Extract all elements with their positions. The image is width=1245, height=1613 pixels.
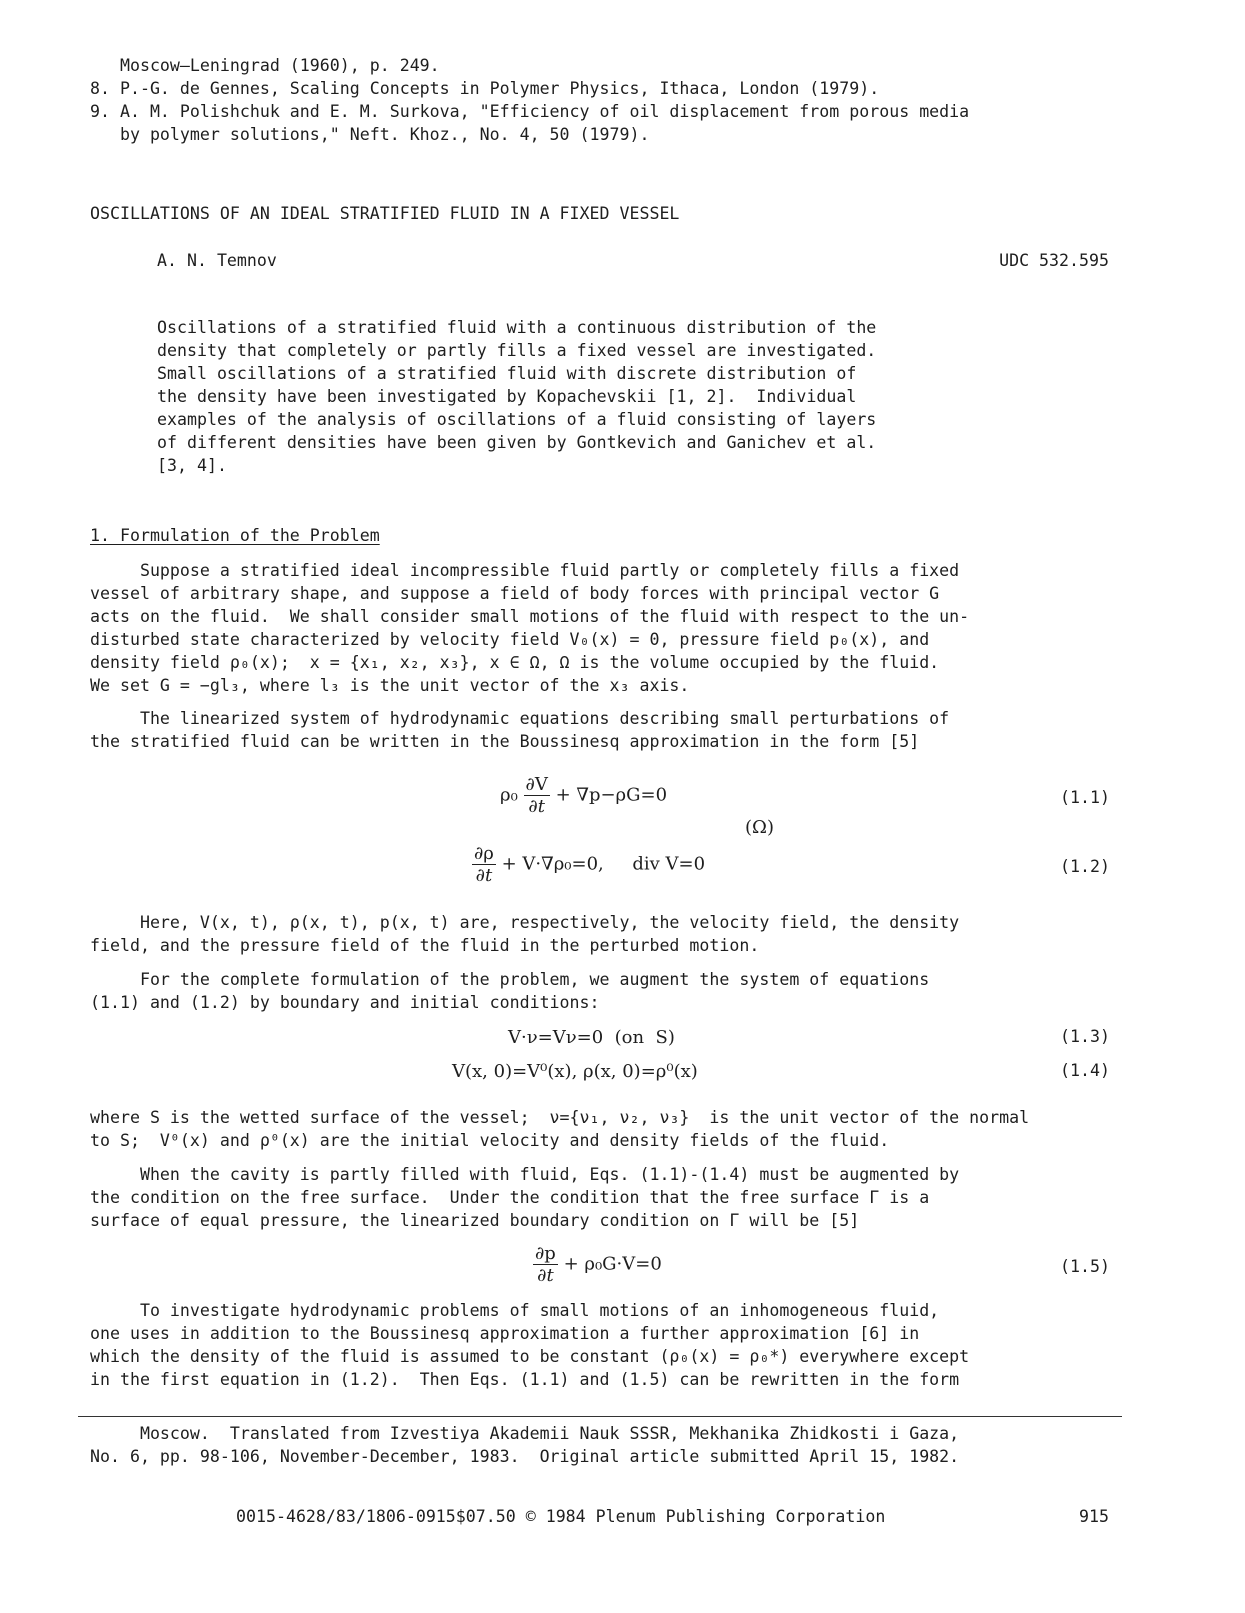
- abstract-line: of different densities have been given by Gontkevich and Ganichev et al.: [157, 433, 877, 452]
- abstract-line: examples of the analysis of oscillations of a fluid consisting of layers: [157, 410, 877, 429]
- eq-denominator: ∂t: [475, 865, 493, 886]
- abstract-line: the density have been investigated by Kopachevskii [1, 2]. Individual: [157, 387, 857, 406]
- publisher-line: 0015-4628/83/1806-0915$07.50 © 1984 Plenum Publishing Corporation: [236, 1507, 886, 1526]
- paragraph-line: one uses in addition to the Boussinesq approximation a further approximation [6] in: [90, 1324, 920, 1343]
- eq-rest: + ∇p−ρG=0: [549, 784, 668, 806]
- equation-number: (1.5): [1060, 1257, 1110, 1276]
- equation-number: (1.2): [1060, 857, 1110, 876]
- paragraph-line: the stratified fluid can be written in the Boussinesq approximation in the form [5]: [90, 732, 920, 751]
- paragraph-line: vessel of arbitrary shape, and suppose a field of body forces with principal vector G: [90, 584, 940, 603]
- paragraph-line: field, and the pressure field of the fluid in the perturbed motion.: [90, 936, 760, 955]
- paragraph-line: We set G = −gl₃, where l₃ is the unit vector of the x₃ axis.: [90, 676, 690, 695]
- equation-1-1: [500, 774, 667, 817]
- reference-line: by polymer solutions," Neft. Khoz., No. 4, 50 (1979).: [90, 125, 650, 144]
- eq-numerator: ∂ρ: [474, 843, 494, 864]
- paragraph-line: Here, V(x, t), ρ(x, t), p(x, t) are, respectively, the velocity field, the density: [90, 913, 960, 932]
- paragraph-line: When the cavity is partly filled with fluid, Eqs. (1.1)-(1.4) must be augmented by: [90, 1165, 960, 1184]
- footnote-rule: [78, 1416, 1122, 1417]
- abstract-line: density that completely or partly fills a fixed vessel are investigated.: [157, 341, 877, 360]
- paragraph-line: acts on the fluid. We shall consider small motions of the fluid with respect to the un-: [90, 607, 970, 626]
- eq-fraction: [472, 843, 496, 886]
- equation-number: (1.1): [1060, 788, 1110, 807]
- abstract-line: [3, 4].: [157, 456, 227, 475]
- eq-fraction: [533, 1243, 558, 1286]
- eq-lhs: ρ₀: [500, 784, 518, 806]
- paragraph-line: where S is the wetted surface of the vessel; ν={ν₁, ν₂, ν₃} is the unit vector of the normal: [90, 1108, 1030, 1127]
- paragraph-line: to S; V⁰(x) and ρ⁰(x) are the initial velocity and density fields of the fluid.: [90, 1131, 890, 1150]
- omega-label: (Ω): [745, 817, 774, 838]
- equation-number: (1.4): [1060, 1061, 1110, 1080]
- paragraph-line: density field ρ₀(x); x = {x₁, x₂, x₃}, x ∈ Ω, Ω is the volume occupied by the fluid.: [90, 653, 940, 672]
- reference-line: Moscow—Leningrad (1960), p. 249.: [90, 56, 440, 75]
- paragraph-line: which the density of the fluid is assumed to be constant (ρ₀(x) = ρ₀*) everywhere except: [90, 1347, 970, 1366]
- reference-line: 9. A. M. Polishchuk and E. M. Surkova, "Efficiency of oil displacement from porous media: [90, 102, 970, 121]
- paragraph-line: To investigate hydrodynamic problems of small motions of an inhomogeneous fluid,: [90, 1301, 940, 1320]
- paragraph-line: For the complete formulation of the problem, we augment the system of equations: [90, 970, 930, 989]
- article-title: OSCILLATIONS OF AN IDEAL STRATIFIED FLUID IN A FIXED VESSEL: [90, 204, 680, 223]
- page-number: 915: [1079, 1507, 1109, 1526]
- paragraph-line: (1.1) and (1.2) by boundary and initial conditions:: [90, 993, 600, 1012]
- eq-rest: + ρ₀G·V=0: [557, 1253, 662, 1275]
- equation-number: (1.3): [1060, 1027, 1110, 1046]
- udc-code: UDC 532.595: [999, 251, 1109, 270]
- paragraph-line: The linearized system of hydrodynamic equations describing small perturbations of: [90, 709, 950, 728]
- equation-1-2: [472, 843, 705, 886]
- paragraph-line: Suppose a stratified ideal incompressible fluid partly or completely fills a fixed: [90, 561, 960, 580]
- eq-rest: + V·∇ρ₀=0, div V=0: [495, 853, 706, 875]
- paragraph-line: disturbed state characterized by velocity field V₀(x) = 0, pressure field p₀(x), and: [90, 630, 930, 649]
- eq-denominator: ∂t: [528, 796, 545, 817]
- paragraph-line: in the first equation in (1.2). Then Eqs. (1.1) and (1.5) can be rewritten in the form: [90, 1370, 960, 1389]
- eq-fraction: [524, 774, 550, 817]
- paragraph-line: the condition on the free surface. Under the condition that the free surface Γ is a: [90, 1188, 930, 1207]
- footnote-line: Moscow. Translated from Izvestiya Akademii Nauk SSSR, Mekhanika Zhidkosti i Gaza,: [90, 1424, 960, 1443]
- author: A. N. Temnov: [157, 251, 277, 270]
- equation-1-5: [533, 1243, 662, 1286]
- eq-numerator: ∂V: [525, 774, 548, 795]
- eq-denominator: ∂t: [537, 1265, 554, 1286]
- paragraph-line: surface of equal pressure, the linearized boundary condition on Γ will be [5]: [90, 1211, 860, 1230]
- abstract-line: Small oscillations of a stratified fluid with discrete distribution of: [157, 364, 857, 383]
- footnote-line: No. 6, pp. 98-106, November-December, 1983. Original article submitted April 15, 1982.: [90, 1447, 960, 1466]
- eq-numerator: ∂p: [535, 1243, 556, 1264]
- section-heading: 1. Formulation of the Problem: [90, 526, 380, 545]
- equation-1-4: V(x, 0)=V⁰(x), ρ(x, 0)=ρ⁰(x): [452, 1061, 698, 1082]
- equation-1-3: V·ν=Vν=0 (on S): [508, 1027, 675, 1048]
- abstract-line: Oscillations of a stratified fluid with a continuous distribution of the: [157, 318, 877, 337]
- reference-line: 8. P.-G. de Gennes, Scaling Concepts in Polymer Physics, Ithaca, London (1979).: [90, 79, 880, 98]
